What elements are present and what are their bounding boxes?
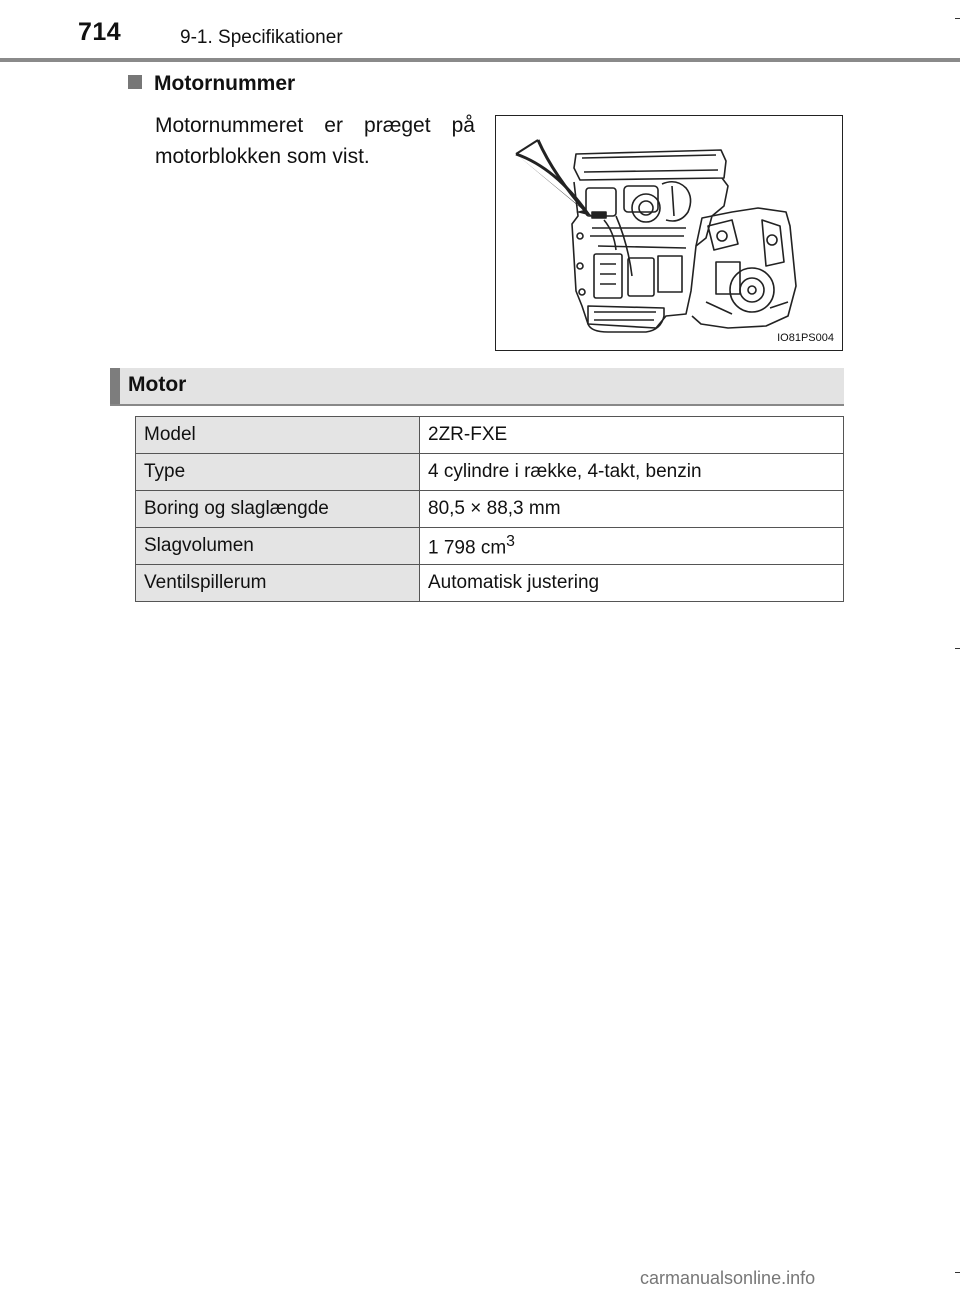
table-row [136,491,844,528]
table-row [136,565,844,602]
displacement-unit-exponent: 3 [506,532,515,550]
engine-number-heading [128,72,295,96]
crop-mark-top [955,18,960,19]
spec-label: Ventilspillerum [136,565,420,602]
footer-watermark: carmanualsonline.info [640,1268,816,1288]
spec-label: Type [136,454,420,491]
page-number: 714 [78,18,122,46]
motor-spec-table [135,416,844,602]
spec-value [420,528,844,565]
spec-value: 80,5 × 88,3 mm [420,491,844,528]
spec-label: Model [136,417,420,454]
crop-mark-bottom [955,1272,960,1273]
displacement-value: 1 798 cm [428,537,507,559]
spec-label: Slagvolumen [136,528,420,565]
spec-label: Boring og slaglængde [136,491,420,528]
engine-number-heading-text: Motornummer [154,72,296,95]
table-row [136,528,844,565]
section-path: 9-1. Specifikationer [180,27,343,48]
heading-square-icon [128,75,142,89]
engine-illustration [496,116,841,349]
figure-code: IO81PS004 [777,332,834,344]
section-bar-accent [110,368,120,404]
motor-section-title: Motor [128,373,187,396]
engine-number-text: Motornummeret er præget på motorblokken som vist. [155,114,475,168]
engine-figure [495,115,843,351]
spec-value: 4 cylindre i række, 4-takt, benzin [420,454,844,491]
table-row [136,417,844,454]
motor-section-bar [110,368,844,406]
crop-mark-middle [955,648,960,649]
header-rule [0,58,960,62]
spec-value: 2ZR-FXE [420,417,844,454]
spec-value: Automatisk justering [420,565,844,602]
table-row [136,454,844,491]
